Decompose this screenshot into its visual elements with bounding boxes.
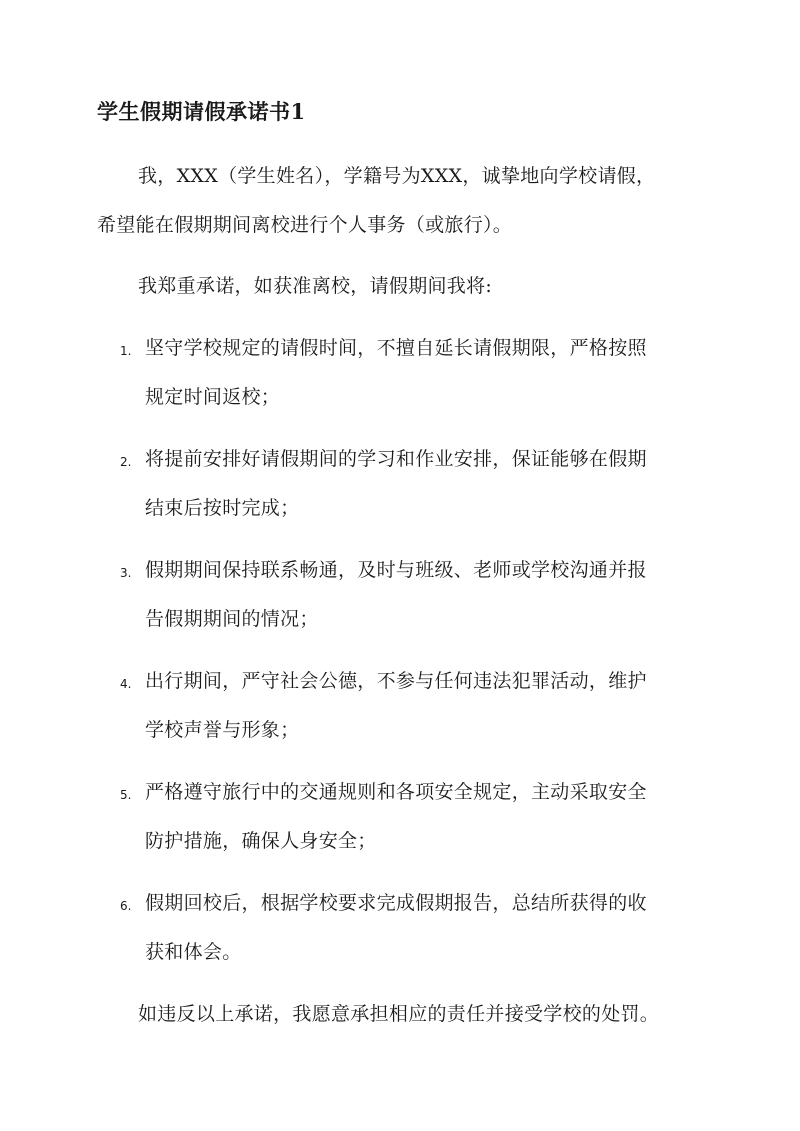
list-item-line: 将提前安排好请假期间的学习和作业安排，保证能够在假期 [145, 448, 647, 470]
pledge-intro: 我郑重承诺，如获准离校，请假期间我将: [138, 275, 493, 297]
intro-line-2: 希望能在假期期间离校进行个人事务（或旅行）。 [97, 214, 513, 236]
list-item-line: 告假期期间的情况； [145, 608, 319, 630]
list-item-line: 出行期间，严守社会公德，不参与任何违法犯罪活动，维护 [145, 670, 647, 692]
list-item-line: 假期期间保持联系畅通，及时与班级、老师或学校沟通并报 [145, 559, 647, 581]
list-item-line: 严格遵守旅行中的交通规则和各项安全规定，主动采取安全 [145, 781, 647, 803]
list-item-number: 4. [120, 677, 132, 691]
list-item-line: 学校声誉与形象； [145, 719, 300, 741]
list-item-line: 假期回校后，根据学校要求完成假期报告，总结所获得的收 [145, 892, 647, 914]
document-title: 学生假期请假承诺书1 [97, 99, 306, 124]
list-item-number: 6. [120, 899, 132, 913]
list-item-line: 结束后按时完成； [145, 497, 300, 519]
list-item-line: 规定时间返校； [145, 386, 281, 408]
list-item-line: 获和体会。 [145, 941, 242, 963]
list-item-number: 5. [120, 788, 132, 802]
list-item-line: 坚守学校规定的请假时间，不擅自延长请假期限，严格按照 [145, 337, 647, 359]
list-item-line: 防护措施，确保人身安全； [145, 830, 377, 852]
list-item-number: 3. [120, 566, 132, 580]
list-item-number: 2. [120, 455, 132, 469]
list-item-number: 1. [120, 344, 132, 358]
intro-line-1: 我，XXX（学生姓名），学籍号为XXX，诚挚地向学校请假， [138, 165, 656, 187]
closing-statement: 如违反以上承诺，我愿意承担相应的责任并接受学校的处罚。 [138, 1003, 660, 1025]
